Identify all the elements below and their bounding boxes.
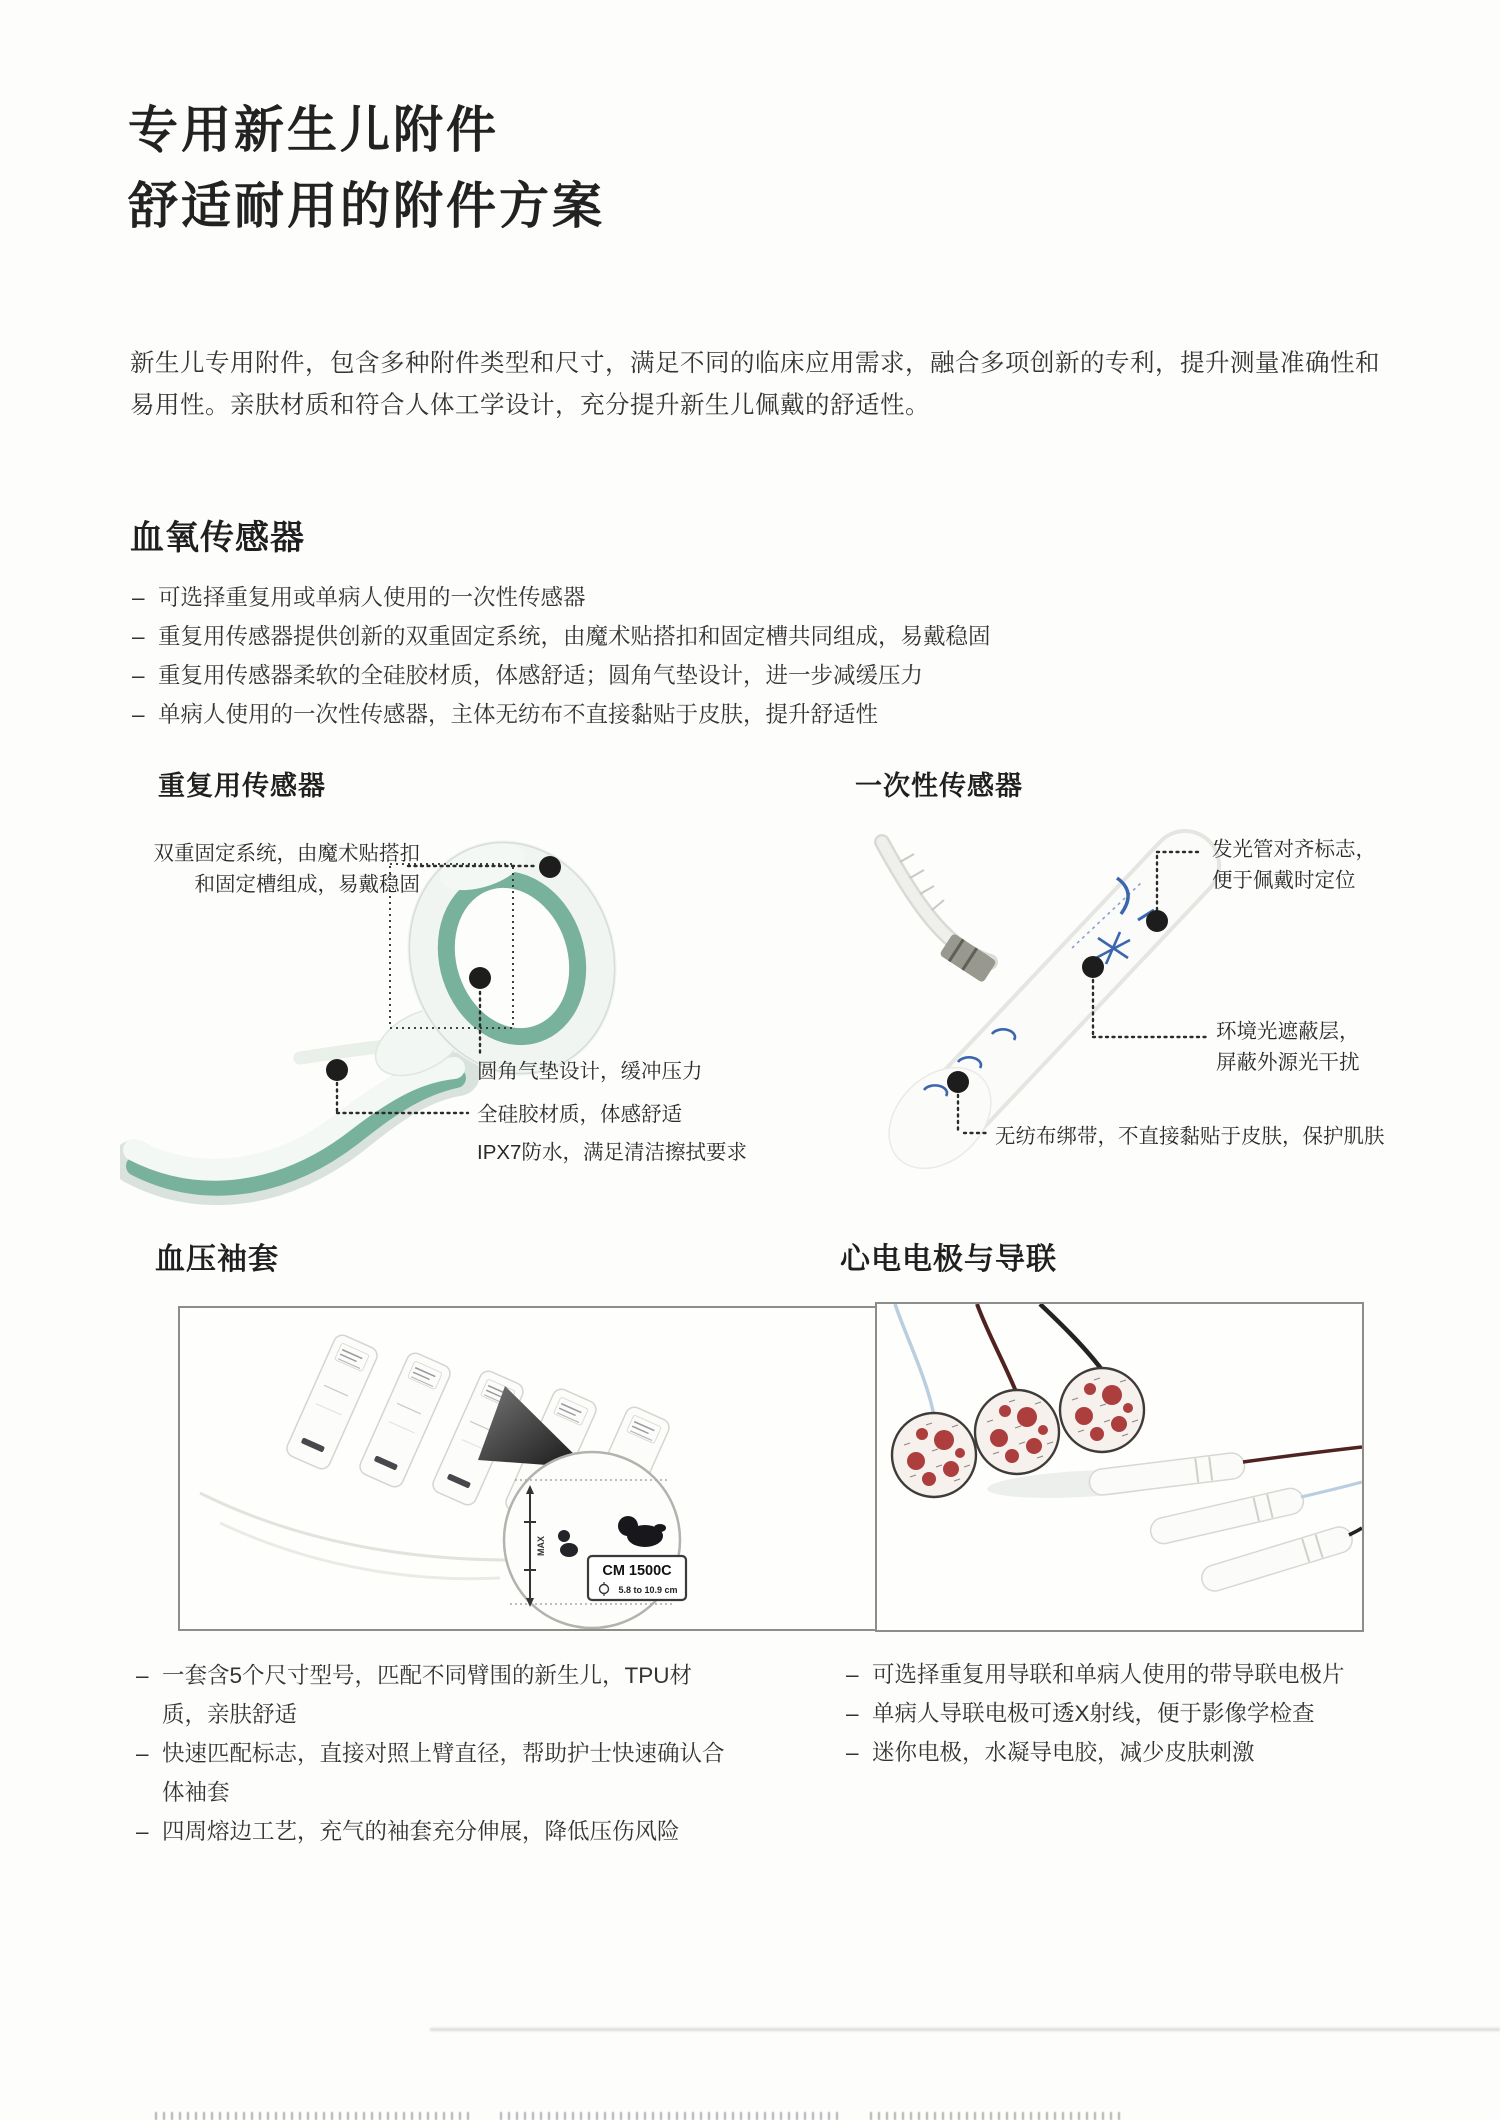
- bullet-text: 可选择重复用导联和单病人使用的带导联电极片: [872, 1662, 1345, 1687]
- nibp-bullet-list: [136, 1656, 736, 1851]
- ecg-electrodes-illustration: [877, 1304, 1362, 1630]
- bullet-text: 单病人使用的一次性传感器，主体无纺布不直接黏贴于皮肤，提升舒适性: [158, 702, 879, 727]
- ecg-image-box: [875, 1302, 1364, 1632]
- list-item: [136, 1812, 736, 1851]
- callout-dot-shield: [1082, 956, 1104, 978]
- bullet-dash: –: [136, 1663, 149, 1688]
- callout-shield-line2: 屏蔽外源光干扰: [1216, 1051, 1360, 1074]
- bullet-text: 四周熔边工艺，充气的袖套充分伸展，降低压伤风险: [162, 1819, 680, 1844]
- list-item: [136, 1656, 736, 1734]
- cuff-model-text: CM 1500C: [602, 1563, 672, 1579]
- ecg-bullet-list: [846, 1655, 1386, 1772]
- scan-artifact-line: [430, 2028, 1500, 2031]
- list-item: [846, 1694, 1386, 1733]
- ecg-electrode: [1060, 1368, 1144, 1452]
- callout-waterproof: IPX7防水，满足清洁擦拭要求: [477, 1141, 747, 1164]
- bullet-dash: –: [132, 702, 145, 727]
- bullet-dash: –: [132, 663, 145, 688]
- spo2-section-heading: 血氧传感器: [130, 519, 305, 557]
- spo2-bullet-list: [132, 578, 1392, 734]
- callout-nonwoven: 无纺布绑带，不直接黏贴于皮肤，保护肌肤: [995, 1125, 1385, 1148]
- intro-paragraph: 新生儿专用附件，包含多种附件类型和尺寸，满足不同的临床应用需求，融合多项创新的专利，提升测量准确性和易用性。亲肤材质和符合人体工学设计，充分提升新生儿佩戴的舒适性。: [130, 350, 1380, 419]
- ecg-wire-blue: [895, 1304, 934, 1416]
- ecg-connector: [1088, 1447, 1362, 1496]
- callout-led-line1: 发光管对齐标志，: [1212, 838, 1376, 861]
- bullet-text: 快速匹配标志，直接对照上臂直径，帮助护士快速确认合体袖套: [162, 1741, 725, 1805]
- bullet-text: 重复用传感器柔软的全硅胶材质，体感舒适；圆角气垫设计，进一步减缓压力: [158, 663, 924, 688]
- callout-cushion: 圆角气垫设计，缓冲压力: [477, 1060, 703, 1083]
- ecg-wire-maroon: [977, 1304, 1017, 1394]
- cutoff-text-artifact: [500, 2112, 840, 2120]
- callout-led-line2: 便于佩戴时定位: [1212, 869, 1356, 892]
- cuff-model-badge: [588, 1556, 686, 1600]
- callout-fixation: [130, 838, 420, 900]
- cutoff-text-artifact: [870, 2112, 1120, 2120]
- callout-led: [1212, 834, 1376, 896]
- callout-dot-led: [1146, 910, 1168, 932]
- ecg-electrode: [892, 1413, 976, 1497]
- ecg-wire-black: [1040, 1304, 1102, 1370]
- callout-fixation-line2: 和固定槽组成，易戴稳固: [194, 873, 420, 896]
- list-item: [132, 578, 1392, 617]
- list-item: [132, 656, 1392, 695]
- callout-silicone: 全硅胶材质，体感舒适: [477, 1103, 682, 1126]
- callout-fixation-line1: 双重固定系统，由魔术贴搭扣: [153, 842, 420, 865]
- cuff-range-text: 5.8 to 10.9 cm: [618, 1585, 678, 1595]
- callout-dot-cushion: [469, 967, 491, 989]
- reusable-sensor-heading: 重复用传感器: [158, 771, 326, 801]
- bullet-text: 一套含5个尺寸型号，匹配不同臂围的新生儿，TPU材质，亲肤舒适: [162, 1663, 693, 1727]
- ecg-connector: [1199, 1524, 1362, 1594]
- scale-max-label: MAX: [536, 1536, 546, 1556]
- callout-shield-line1: 环境光遮蔽层，: [1216, 1020, 1360, 1043]
- page-title-line1: 专用新生儿附件: [128, 102, 499, 158]
- nibp-section-heading: 血压袖套: [155, 1243, 279, 1276]
- callout-dot-fixation: [539, 856, 561, 878]
- bullet-dash: –: [136, 1819, 149, 1844]
- list-item: [136, 1734, 736, 1812]
- bullet-dash: –: [846, 1701, 859, 1726]
- list-item: [846, 1733, 1386, 1772]
- ecg-section-heading: 心电电极与导联: [840, 1243, 1057, 1276]
- cable: [882, 842, 990, 962]
- bullet-text: 单病人导联电极可透X射线，便于影像学检查: [872, 1701, 1315, 1726]
- nibp-cuffs-illustration: [180, 1308, 987, 1629]
- callout-dot-silicone: [326, 1059, 348, 1081]
- bullet-text: 重复用传感器提供创新的双重固定系统，由魔术贴搭扣和固定槽共同组成，易戴稳固: [158, 624, 991, 649]
- bullet-dash: –: [132, 585, 145, 610]
- ecg-electrode: [975, 1390, 1059, 1474]
- cutoff-text-artifact: [155, 2112, 475, 2120]
- list-item: [132, 695, 1392, 734]
- bullet-dash: –: [132, 624, 145, 649]
- list-item: [132, 617, 1392, 656]
- bullet-dash: –: [846, 1740, 859, 1765]
- list-item: [846, 1655, 1386, 1694]
- page-title-line2: 舒适耐用的附件方案: [128, 178, 605, 234]
- bullet-dash: –: [136, 1741, 149, 1766]
- nibp-image-box: [178, 1306, 989, 1631]
- bullet-text: 迷你电极，水凝导电胶，减少皮肤刺激: [872, 1740, 1255, 1765]
- disposable-sensor-heading: 一次性传感器: [855, 771, 1023, 801]
- cuff-tube: [220, 1523, 500, 1579]
- callout-shield: [1216, 1016, 1360, 1078]
- bullet-dash: –: [846, 1662, 859, 1687]
- page-title: [128, 92, 605, 244]
- callout-dot-nonwoven: [947, 1071, 969, 1093]
- bullet-text: 可选择重复用或单病人使用的一次性传感器: [158, 585, 586, 610]
